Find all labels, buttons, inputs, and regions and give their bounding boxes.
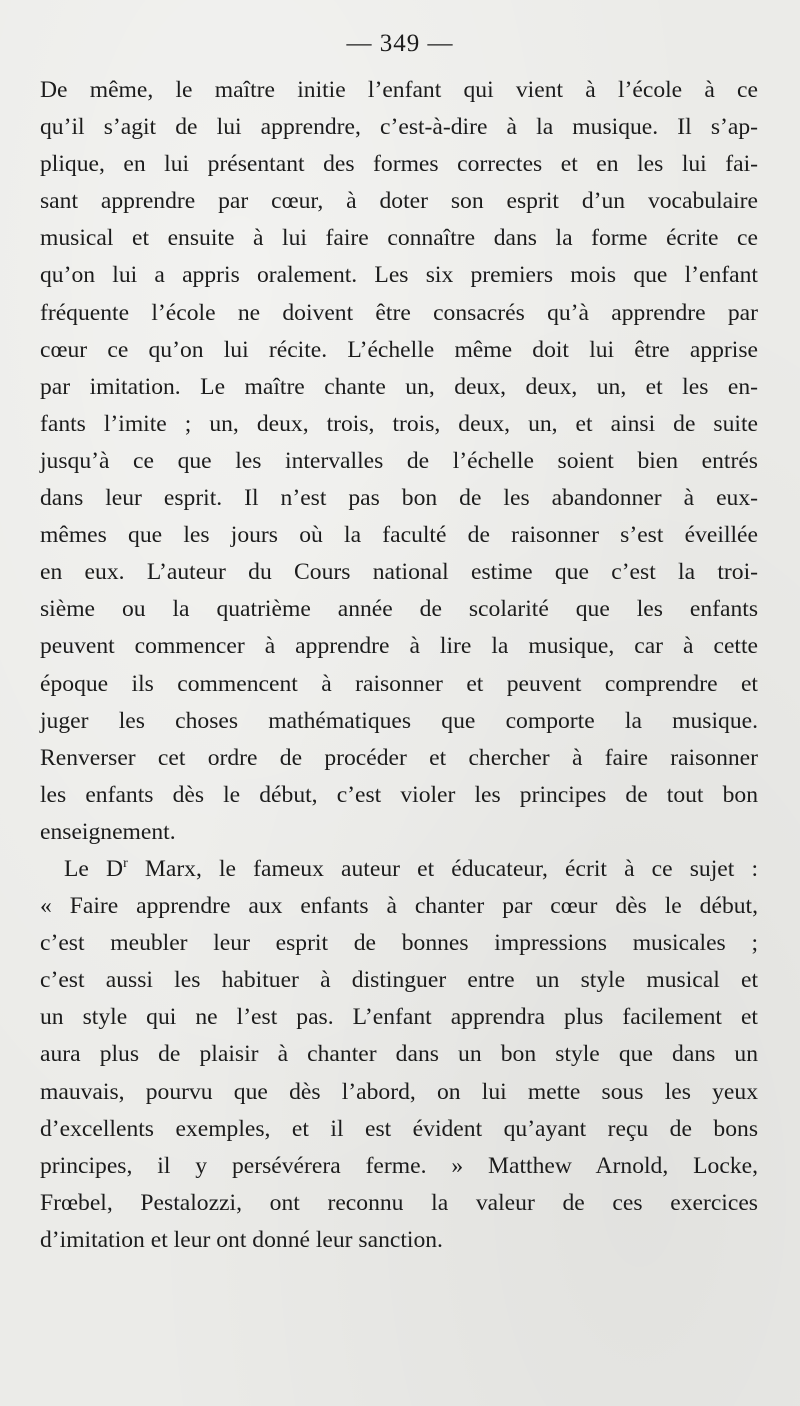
text-line: par imitation. Le maître chante un, deux, deux, un, et les en- (40, 373, 758, 400)
text-line: d’imitation et leur ont donné leur sanction. (40, 1226, 443, 1253)
text-fragment: Le D (64, 855, 124, 882)
text-line: principes, il y persévérera ferme. » Matthew Arnold, Locke, (40, 1152, 758, 1179)
text-line: dans leur esprit. Il n’est pas bon de les abandonner à eux- (40, 485, 758, 512)
text-line: aura plus de plaisir à chanter dans un bon style que dans un (40, 1041, 758, 1068)
text-line: sant apprendre par cœur, à doter son esprit d’un vocabulaire (40, 188, 758, 215)
text-line: enseignement. (40, 818, 176, 845)
paragraph-2 (40, 851, 758, 1259)
text-line: peuvent commencer à apprendre à lire la musique, car à cette (40, 633, 758, 660)
paragraph-1 (40, 72, 758, 851)
text-line: d’excellents exemples, et il est évident qu’ayant reçu de bons (40, 1115, 758, 1142)
text-line: musical et ensuite à lui faire connaître dans la forme écrite ce (40, 225, 758, 252)
text-line: qu’on lui a appris oralement. Les six premiers mois que l’enfant (40, 262, 758, 289)
text-line: en eux. L’auteur du Cours national estime que c’est la troi- (40, 559, 758, 586)
text-line: « Faire apprendre aux enfants à chanter par cœur dès le début, (40, 893, 758, 920)
text-line: sième ou la quatrième année de scolarité que les enfants (40, 596, 758, 623)
body-text (40, 72, 758, 1259)
text-line: époque ils commencent à raisonner et peuvent comprendre et (40, 670, 758, 697)
text-line: Frœbel, Pestalozzi, ont reconnu la valeur de ces exercices (40, 1189, 758, 1216)
text-line: De même, le maître initie l’enfant qui vient à l’école à ce (40, 77, 758, 103)
text-line: c’est aussi les habituer à distinguer entre un style musical et (40, 967, 758, 994)
text-line: Renverser cet ordre de procéder et chercher à faire raisonner (40, 744, 758, 771)
text-line: c’est meubler leur esprit de bonnes impressions musicales ; (40, 930, 758, 957)
text-line: mêmes que les jours où la faculté de raisonner s’est éveillée (40, 522, 758, 549)
text-line (40, 851, 758, 888)
text-line: un style qui ne l’est pas. L’enfant apprendra plus facilement et (40, 1004, 758, 1031)
superscript: r (123, 855, 128, 871)
page-number: — 349 — (346, 30, 454, 57)
text-fragment: Marx, le fameux auteur et éducateur, écrit à ce sujet : (127, 855, 758, 882)
text-line: cœur ce qu’on lui récite. L’échelle même doit lui être apprise (40, 336, 758, 363)
text-line: les enfants dès le début, c’est violer les principes de tout bon (40, 781, 758, 808)
text-line: fréquente l’école ne doivent être consacrés qu’à apprendre par (40, 299, 758, 326)
text-line: juger les choses mathématiques que comporte la musique. (40, 707, 758, 734)
text-line: fants l’imite ; un, deux, trois, trois, deux, un, et ainsi de suite (40, 410, 758, 437)
text-line: mauvais, pourvu que dès l’abord, on lui mette sous les yeux (40, 1078, 758, 1105)
text-line: plique, en lui présentant des formes correctes et en les lui fai- (40, 151, 758, 178)
text-line: qu’il s’agit de lui apprendre, c’est-à-dire à la musique. Il s’ap- (40, 114, 758, 141)
text-line: jusqu’à ce que les intervalles de l’échelle soient bien entrés (40, 447, 758, 474)
